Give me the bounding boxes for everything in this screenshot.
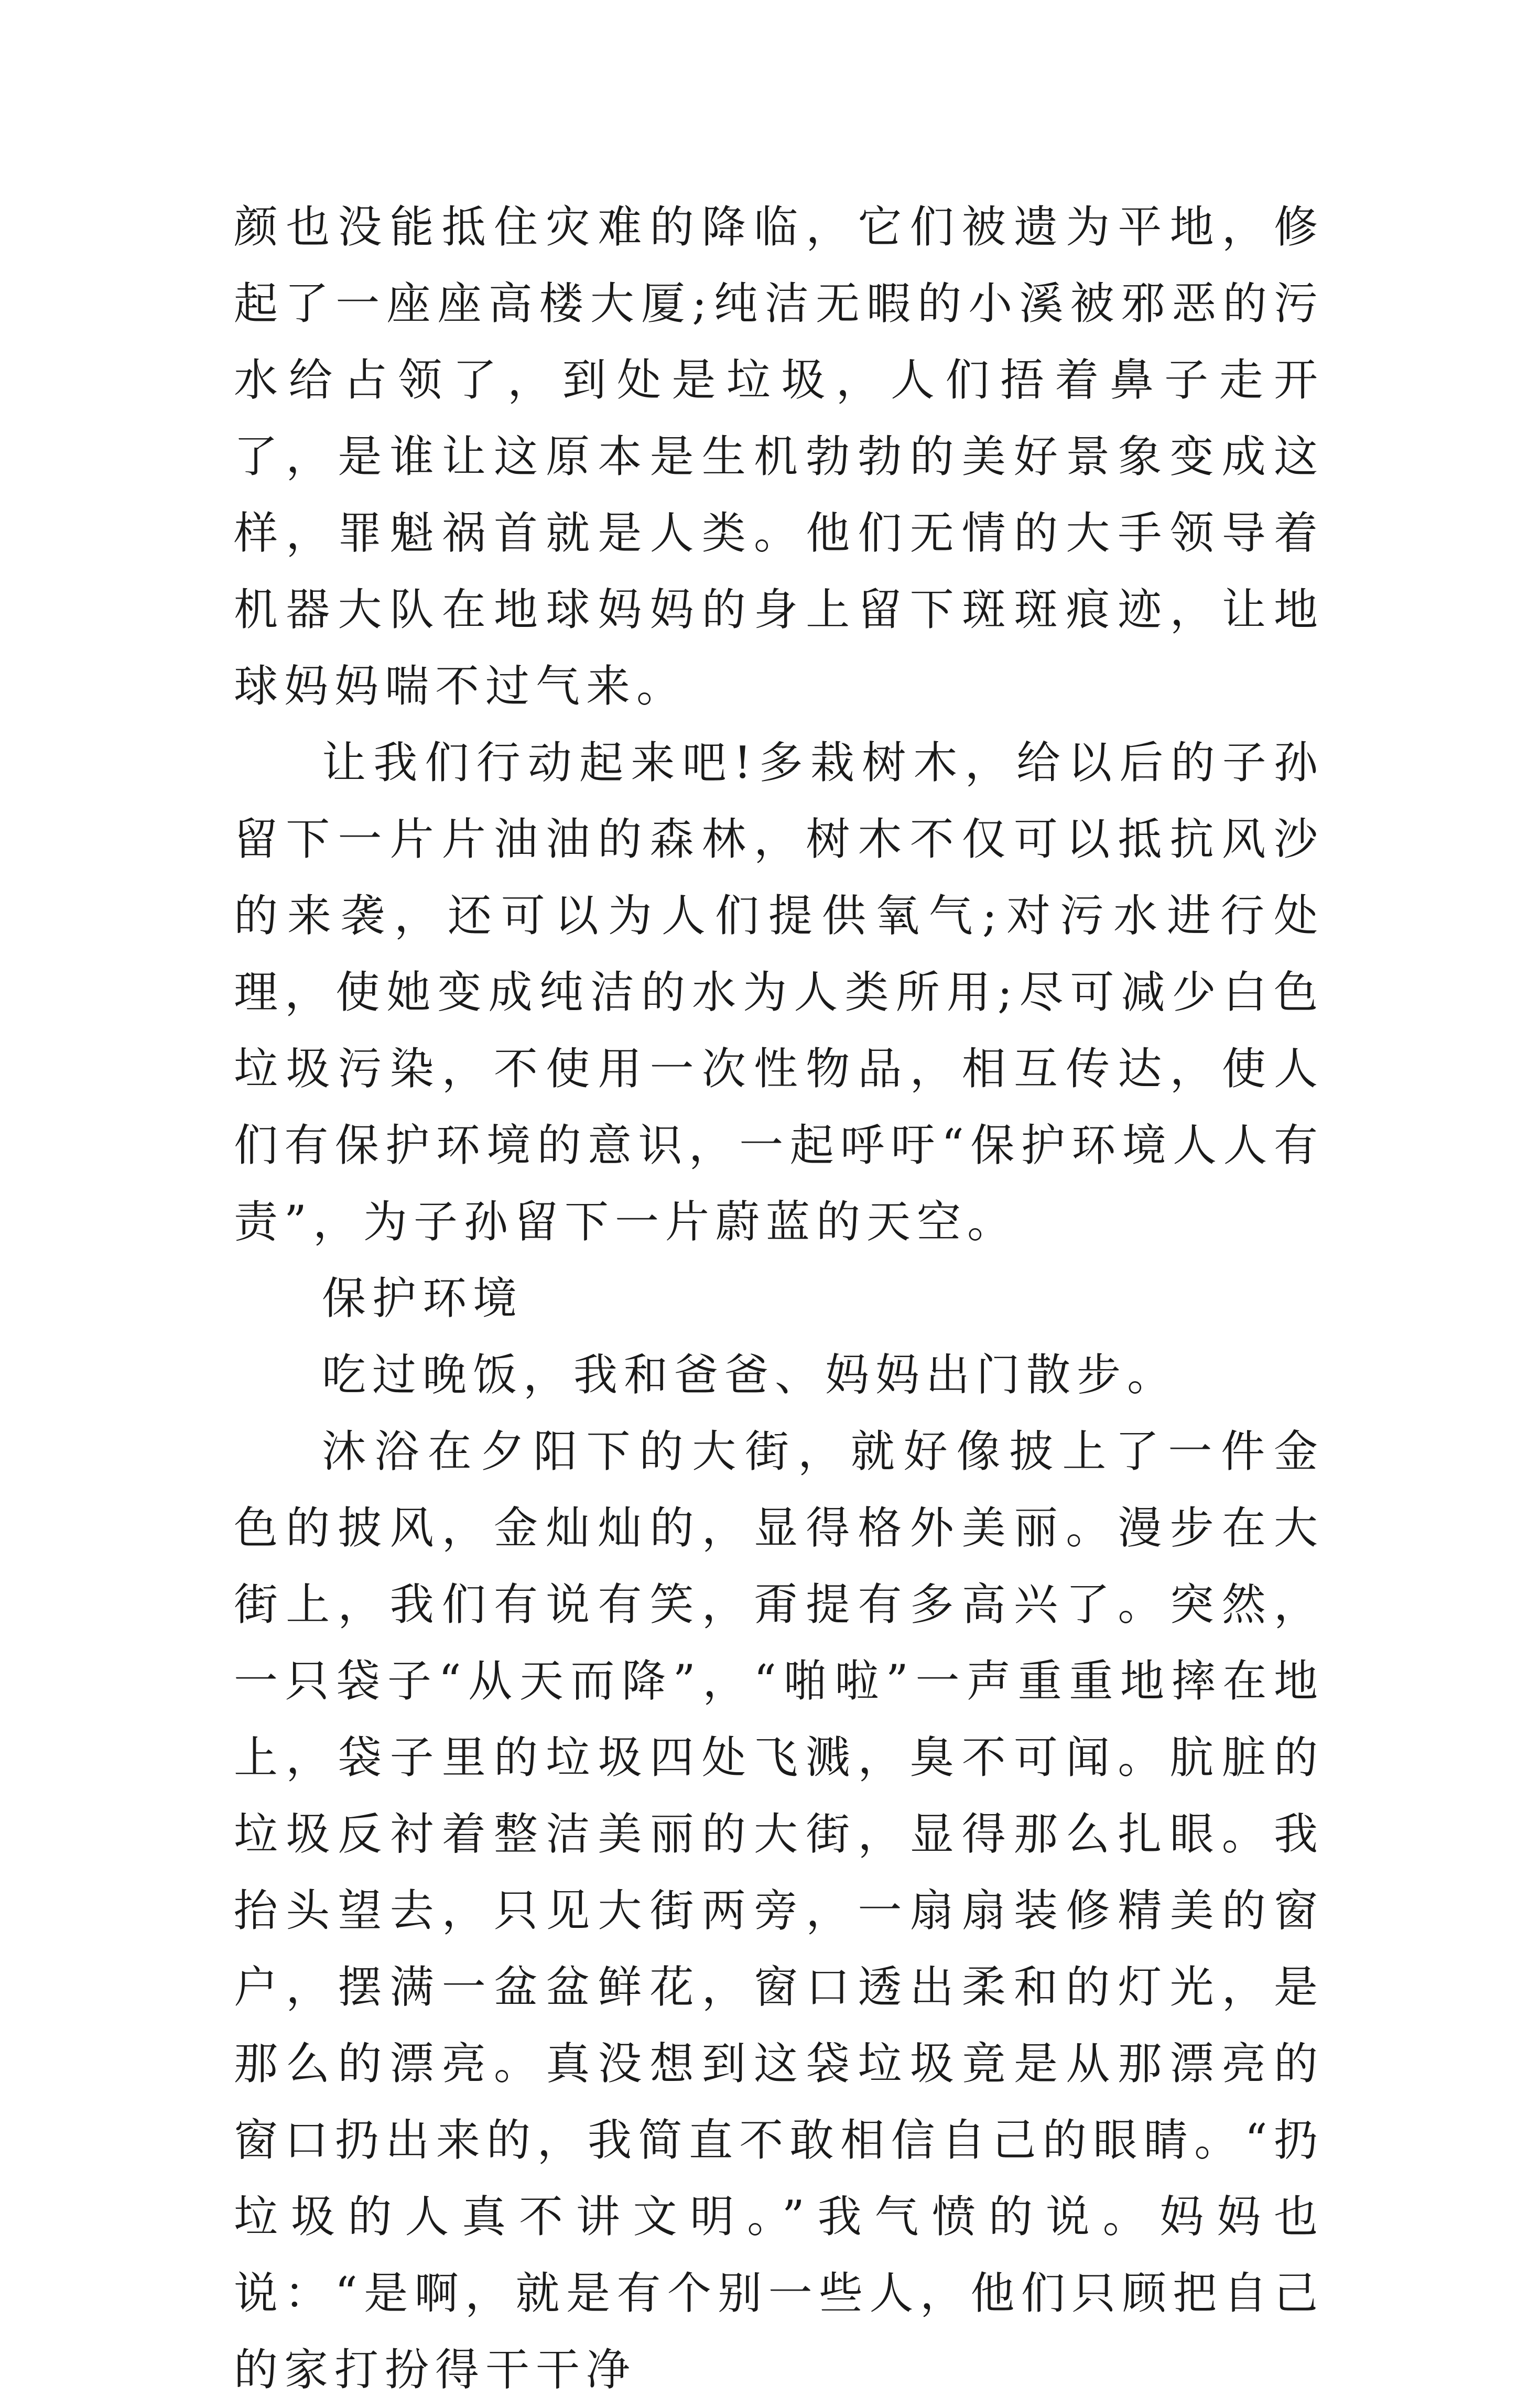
document-body: [234, 189, 1324, 2408]
paragraph-4: 沐浴在夕阳下的大街，就好像披上了一件金色的披风，金灿灿的，显得格外美丽。漫步在大街上，我们有说有笑，甭提有多高兴了。突然，一只袋子“从天而降”，“啪啦”一声重重地摔在地上，袋子里的垃圾四处飞溅，臭不可闻。肮脏的垃圾反衬着整洁美丽的大街，显得那么扎眼。我抬头望去，只见大街两旁，一扇扇装修精美的窗户，摆满一盆盆鲜花，窗口透出柔和的灯光，是那么的漂亮。真没想到这袋垃圾竟是从那漂亮的窗口扔出来的，我简直不敢相信自己的眼睛。“扔垃圾的人真不讲文明。”我气愤的说。妈妈也说：“是啊，就是有个别一些人，他们只顾把自己的家打扮得干干净: [234, 1426, 1324, 2395]
paragraph-3: 吃过晚饭，我和爸爸、妈妈出门散步。: [322, 1349, 1178, 1401]
paragraph-1: 颜也没能抵住灾难的降临，它们被遗为平地，修起了一座座高楼大厦;纯洁无暇的小溪被邪恶的污水给占领了，到处是垃圾，人们捂着鼻子走开了，是谁让这原本是生机勃勃的美好景象变成这样，罪魁祸首就是人类。他们无情的大手领导着机器大队在地球妈妈的身上留下斑斑痕迹，让地球妈妈喘不过气来。: [234, 201, 1324, 712]
section-heading: 保护环境: [322, 1273, 524, 1324]
paragraph-2: 让我们行动起来吧!多栽树木，给以后的子孙留下一片片油油的森林，树木不仅可以抵抗风沙的来袭，还可以为人们提供氧气;对污水进行处理，使她变成纯洁的水为人类所用;尽可减少白色垃圾污染，不使用一次性物品，相互传达，使人们有保护环境的意识，一起呼吁“保护环境人人有责”，为子孙留下一片蔚蓝的天空。: [234, 737, 1324, 1248]
